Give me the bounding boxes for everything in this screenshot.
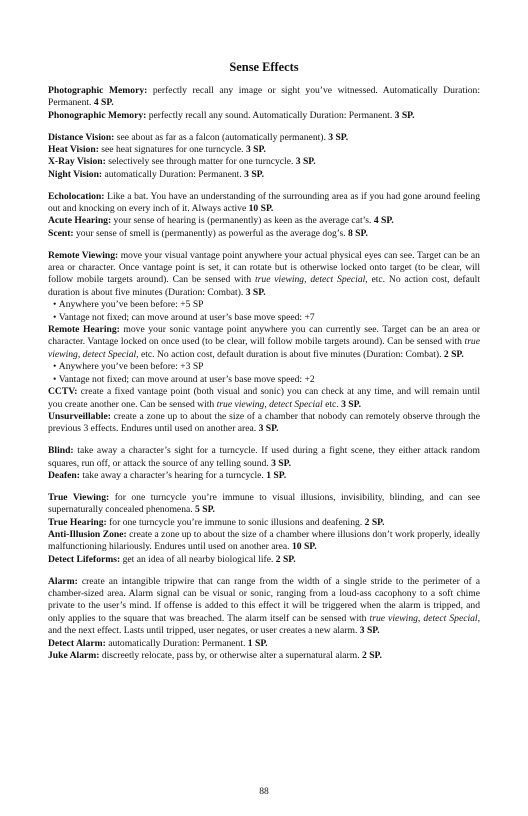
sp-cost: 10 SP.	[291, 541, 317, 553]
effect-entry	[48, 517, 480, 529]
effect-description: see heat signatures for one turncycle.	[98, 144, 246, 156]
effect-name: True Hearing:	[48, 516, 107, 528]
effect-name: Scent:	[48, 227, 74, 239]
effect-name: X-Ray Vision:	[48, 156, 106, 168]
effect-entry	[48, 470, 480, 482]
sp-cost: 5 SP.	[195, 504, 215, 516]
effect-reference: true viewing, detect Special,	[48, 336, 480, 360]
sp-cost: 3 SP.	[258, 423, 279, 435]
modifier-item: • Anywhere you’ve been before: +5 SP	[48, 299, 480, 311]
effect-group	[48, 445, 480, 482]
sp-cost: 2 SP.	[362, 650, 382, 661]
effect-description: Like a bat. You have an understanding of the surrounding area as if you had gone around feeling out and knocking on every inch of it. Always active	[48, 190, 480, 215]
effect-description: etc.	[322, 398, 342, 410]
effect-name: Detect Lifeforms:	[48, 553, 121, 565]
effect-entry	[48, 554, 480, 566]
effect-name: Blind:	[48, 445, 74, 457]
effect-entry	[48, 492, 480, 517]
effect-description: perfectly recall any sound. Automatically Duration: Permanent.	[146, 109, 395, 121]
effect-sections	[48, 85, 480, 662]
effect-description: and the next effect. Lasts until tripped, user negates, or user creates a new alarm.	[48, 625, 360, 637]
sp-cost: 3 SP.	[271, 457, 292, 469]
effect-group	[48, 191, 480, 241]
sp-cost: 3 SP.	[394, 109, 415, 121]
sp-cost: 4 SP.	[373, 215, 394, 227]
sp-cost: 3 SP.	[341, 398, 361, 410]
sp-cost: 1 SP.	[266, 469, 287, 481]
effect-description: take away a character’s hearing for a turncycle.	[79, 469, 267, 481]
effect-name: Photographic Memory:	[48, 85, 148, 96]
effect-entry	[48, 132, 480, 144]
sp-cost: 3 SP.	[328, 131, 349, 143]
page-title: Sense Effects	[229, 60, 299, 74]
effect-name: CCTV:	[48, 386, 78, 398]
effect-name: Alarm:	[48, 575, 78, 587]
effect-description: automatically Duration: Permanent.	[105, 637, 248, 649]
effect-description: create an intangible tripwire that can range from the width of a single stride to the perimeter of a chamber-sized area. Alarm signal can be visual or sonic, ranging from a loud-ass cacophony to a soft chime private to the user’s mind. If offense is added to this effect it will be triggered when the alarm is tripped, and only applies to the square that was breached. The alarm itself can be sensed with	[48, 575, 480, 624]
effect-entry	[48, 576, 480, 638]
effect-name: Heat Vision:	[48, 144, 99, 156]
effect-entry	[48, 324, 480, 361]
effect-description: discreetly relocate, pass by, or otherwise alter a supernatural alarm.	[99, 650, 363, 661]
modifier-list	[48, 361, 480, 386]
effect-name: Juke Alarm:	[48, 650, 100, 661]
effect-entry	[48, 110, 480, 122]
effect-description: perfectly recall any image or sight you’ve witnessed. Automatically Duration: Permanent.	[48, 85, 480, 109]
effect-reference: true viewing, detect Special,	[255, 274, 368, 286]
effect-entry	[48, 650, 480, 662]
effect-entry	[48, 411, 480, 436]
page-number: 88	[259, 786, 269, 797]
sp-cost: 4 SP.	[93, 97, 114, 109]
effect-entry	[48, 228, 480, 240]
effect-name: Unsurveillable:	[48, 410, 111, 422]
page-content	[48, 60, 480, 672]
effect-group	[48, 85, 480, 122]
effect-group	[48, 492, 480, 566]
modifier-item: • Vantage not fixed; can move around at user’s base move speed: +7	[48, 312, 480, 324]
sp-cost: 3 SP.	[245, 144, 266, 156]
effect-name: Remote Hearing:	[48, 324, 120, 336]
effect-description: for one turncycle you’re immune to sonic illusions and deafening.	[106, 516, 365, 528]
effect-name: Detect Alarm:	[48, 637, 106, 649]
effect-entry	[48, 215, 480, 227]
effect-name: Deafen:	[48, 469, 80, 481]
effect-description: move your visual vantage point anywhere your actual physical eyes can see. Target can be an area or character. Once vantage point is set, it can rotate but is otherwise locked onto target (to be clear, will follow mobile targets around). Can be sensed with	[48, 249, 480, 286]
effect-description: ,	[417, 612, 424, 624]
effect-description: get an idea of all nearby biological life.	[120, 553, 276, 565]
effect-reference: true viewing	[369, 612, 418, 624]
sp-cost: 2 SP.	[275, 553, 296, 565]
effect-group	[48, 576, 480, 663]
sp-cost: 3 SP.	[245, 286, 266, 298]
effect-description: etc. No action cost, default duration is about five minutes (Duration: Combat).	[48, 274, 480, 298]
sp-cost: 3 SP.	[359, 625, 380, 637]
sp-cost: 8 SP.	[347, 227, 368, 239]
effect-description: etc. No action cost, default duration is about five minutes (Duration: Combat).	[138, 348, 444, 360]
effect-entry	[48, 529, 480, 554]
effect-description: your sense of hearing is (permanently) as keen as the average cat’s.	[111, 215, 374, 227]
effect-name: Anti-Illusion Zone:	[48, 528, 127, 540]
effect-name: Distance Vision:	[48, 131, 115, 143]
effect-entry	[48, 250, 480, 300]
effect-name: True Viewing:	[48, 491, 110, 503]
effect-name: Remote Viewing:	[48, 249, 119, 261]
effect-entry	[48, 191, 480, 216]
effect-group	[48, 132, 480, 182]
sp-cost: 3 SP.	[295, 156, 316, 168]
sp-cost: 10 SP.	[248, 203, 274, 215]
effect-name: Acute Hearing:	[48, 215, 112, 227]
effect-entry	[48, 156, 480, 168]
effect-description: move your sonic vantage point anywhere you can currently see. Target can be an area or character. Vantage locked on once used (to be clear, will follow mobile targets around). Can be sensed with	[48, 324, 480, 348]
sp-cost: 1 SP.	[247, 637, 268, 649]
effect-description: automatically Duration: Permanent.	[102, 168, 245, 180]
effect-name: Echolocation:	[48, 190, 105, 202]
effect-entry	[48, 386, 480, 411]
effect-description: create a fixed vantage point (both visual and sonic) you can check at any time, and will remain until you create another one. Can be sensed with	[48, 386, 480, 410]
effect-description: create a zone up to about the size of a chamber that nobody can remotely observe through the previous 3 effects. Endures until used on another area.	[48, 410, 480, 435]
effect-entry	[48, 85, 480, 110]
sp-cost: 3 SP.	[244, 168, 265, 180]
modifier-item: • Vantage not fixed; can move around at user’s base move speed: +2	[48, 374, 480, 386]
effect-name: Phonographic Memory:	[48, 109, 147, 121]
effect-reference: true viewing, detect Special	[216, 398, 323, 410]
effect-entry	[48, 144, 480, 156]
effect-group	[48, 250, 480, 436]
effect-description: create a zone up to about the size of a chamber where illusions don’t work properly, ideally malfunctioning hilariously. Endures until used on another area.	[48, 528, 480, 553]
effect-reference: detect Special,	[423, 612, 480, 624]
sp-cost: 2 SP.	[364, 516, 385, 528]
sp-cost: 2 SP.	[443, 348, 464, 360]
effect-description: your sense of smell is (permanently) as powerful as the average dog’s.	[73, 227, 348, 239]
effect-description: see about as far as a falcon (automatically permanent).	[114, 131, 329, 143]
effect-description: for one turncycle you’re immune to visual illusions, invisibility, blinding, and can see supernaturally concealed phenomena.	[48, 491, 480, 516]
effect-entry	[48, 169, 480, 181]
effect-entry	[48, 445, 480, 470]
effect-entry	[48, 638, 480, 650]
effect-name: Night Vision:	[48, 168, 103, 180]
modifier-list	[48, 299, 480, 324]
modifier-item: • Anywhere you’ve been before: +3 SP	[48, 361, 480, 373]
effect-description: take away a character’s sight for a turncycle. If used during a fight scene, they either attack random squares, run off, or attack the source of any telling sound.	[48, 445, 480, 469]
effect-description: selectively see through matter for one turncycle.	[105, 156, 296, 168]
